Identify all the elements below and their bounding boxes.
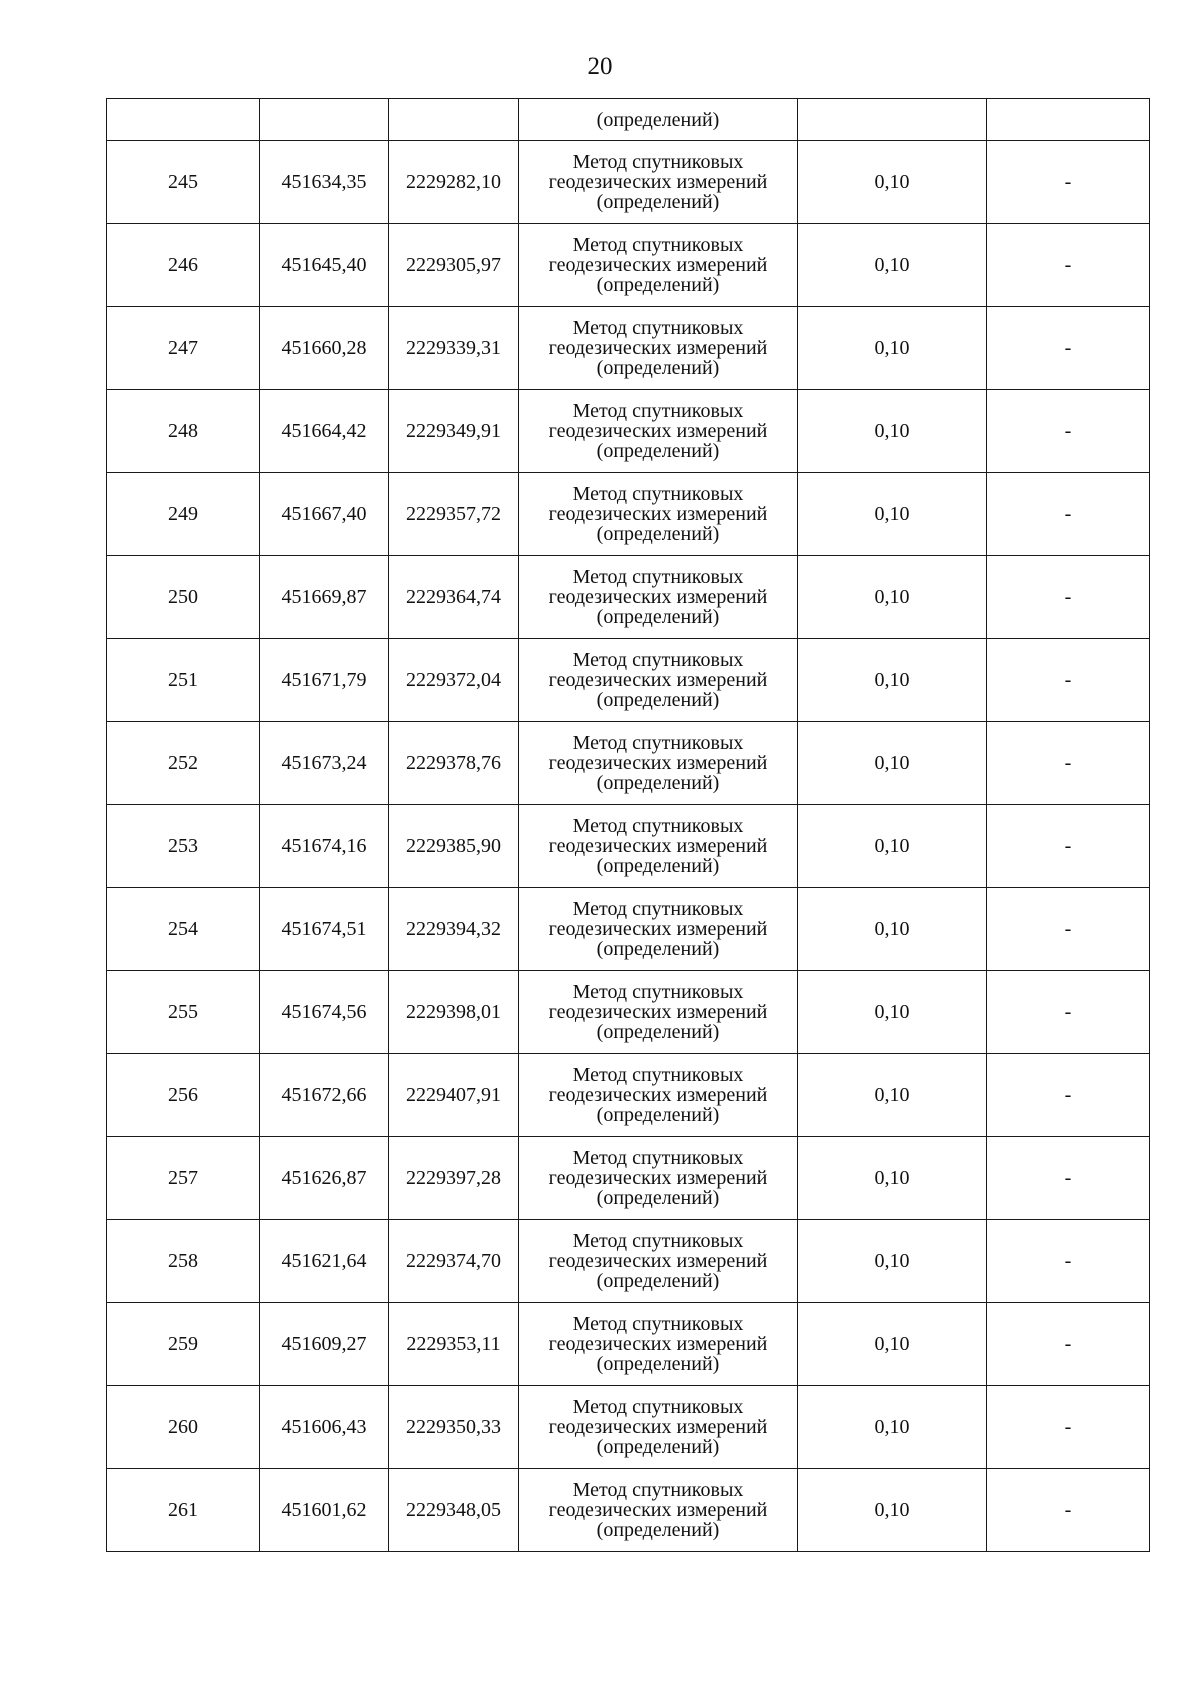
method-cell (519, 556, 798, 639)
method-line-1: Метод спутниковых (572, 400, 744, 422)
x-coordinate-cell: 451626,87 (260, 1137, 389, 1220)
y-coordinate-cell: 2229394,32 (389, 888, 519, 971)
method-line-1: Метод спутниковых (572, 234, 744, 256)
accuracy-cell: 0,10 (798, 722, 987, 805)
point-number-cell: 250 (107, 556, 260, 639)
method-cell (519, 473, 798, 556)
accuracy-cell: 0,10 (798, 1054, 987, 1137)
x-coordinate-cell: 451667,40 (260, 473, 389, 556)
accuracy-cell: 0,10 (798, 141, 987, 224)
y-coordinate-cell: 2229364,74 (389, 556, 519, 639)
description-cell: - (987, 971, 1150, 1054)
method-line-3: (определений) (596, 523, 720, 545)
table-row (107, 805, 1150, 888)
method-line-3: (определений) (596, 1187, 720, 1209)
accuracy-cell: 0,10 (798, 971, 987, 1054)
point-number-cell: 251 (107, 639, 260, 722)
x-coordinate-cell: 451674,56 (260, 971, 389, 1054)
point-number-cell: 245 (107, 141, 260, 224)
method-line-1: Метод спутниковых (572, 1313, 744, 1335)
description-cell: - (987, 722, 1150, 805)
method-line-1: Метод спутниковых (572, 1064, 744, 1086)
method-line-3: (определений) (596, 1104, 720, 1126)
accuracy-cell: 0,10 (798, 1469, 987, 1552)
y-coordinate-cell: 2229350,33 (389, 1386, 519, 1469)
point-number-cell: 252 (107, 722, 260, 805)
point-number-cell: 257 (107, 1137, 260, 1220)
method-line-2: геодезических измерений (548, 752, 768, 774)
description-cell: - (987, 1386, 1150, 1469)
x-coordinate-cell: 451669,87 (260, 556, 389, 639)
method-line-1: Метод спутниковых (572, 151, 744, 173)
method-line-2: геодезических измерений (548, 669, 768, 691)
method-line-3: (определений) (596, 938, 720, 960)
accuracy-cell: 0,10 (798, 224, 987, 307)
method-line-1: Метод спутниковых (572, 898, 744, 920)
point-number-cell: 246 (107, 224, 260, 307)
page-number: 20 (587, 53, 613, 80)
method-line-2: геодезических измерений (548, 1001, 768, 1023)
method-line-1: Метод спутниковых (572, 1147, 744, 1169)
point-number-cell (107, 99, 260, 141)
description-cell: - (987, 805, 1150, 888)
point-number-cell: 254 (107, 888, 260, 971)
table-row (107, 556, 1150, 639)
method-line-2: геодезических измерений (548, 1416, 768, 1438)
accuracy-cell: 0,10 (798, 307, 987, 390)
point-number-cell: 255 (107, 971, 260, 1054)
table-row (107, 971, 1150, 1054)
point-number-cell: 247 (107, 307, 260, 390)
y-coordinate-cell: 2229349,91 (389, 390, 519, 473)
accuracy-cell: 0,10 (798, 888, 987, 971)
point-number-cell: 259 (107, 1303, 260, 1386)
x-coordinate-cell (260, 99, 389, 141)
table-row (107, 1386, 1150, 1469)
table-row (107, 1220, 1150, 1303)
table-row (107, 1137, 1150, 1220)
point-number-cell: 260 (107, 1386, 260, 1469)
method-line-1: Метод спутниковых (572, 732, 744, 754)
description-cell: - (987, 224, 1150, 307)
method-line-3: (определений) (596, 689, 720, 711)
accuracy-cell: 0,10 (798, 1220, 987, 1303)
table-row (107, 639, 1150, 722)
method-line-1: Метод спутниковых (572, 1230, 744, 1252)
method-line-2: геодезических измерений (548, 1499, 768, 1521)
table-row (107, 1054, 1150, 1137)
method-line-2: геодезических измерений (548, 918, 768, 940)
y-coordinate-cell: 2229353,11 (389, 1303, 519, 1386)
description-cell: - (987, 556, 1150, 639)
table-body (107, 99, 1150, 1552)
method-cell (519, 805, 798, 888)
method-line-3: (определений) (596, 357, 720, 379)
x-coordinate-cell: 451634,35 (260, 141, 389, 224)
point-number-cell: 261 (107, 1469, 260, 1552)
method-cell (519, 1220, 798, 1303)
table-row (107, 888, 1150, 971)
x-coordinate-cell: 451606,43 (260, 1386, 389, 1469)
method-line-3: (определений) (596, 440, 720, 462)
table-row (107, 722, 1150, 805)
method-line-1: Метод спутниковых (572, 981, 744, 1003)
method-line-2: геодезических измерений (548, 254, 768, 276)
x-coordinate-cell: 451674,51 (260, 888, 389, 971)
description-cell: - (987, 639, 1150, 722)
method-cell (519, 390, 798, 473)
method-cell (519, 1137, 798, 1220)
table-row (107, 390, 1150, 473)
x-coordinate-cell: 451660,28 (260, 307, 389, 390)
x-coordinate-cell: 451664,42 (260, 390, 389, 473)
method-line-2: геодезических измерений (548, 337, 768, 359)
method-line-1: Метод спутниковых (572, 483, 744, 505)
table-row (107, 224, 1150, 307)
x-coordinate-cell: 451621,64 (260, 1220, 389, 1303)
method-cell (519, 1386, 798, 1469)
x-coordinate-cell: 451673,24 (260, 722, 389, 805)
method-line-2: геодезических измерений (548, 1084, 768, 1106)
method-line-1: Метод спутниковых (572, 649, 744, 671)
x-coordinate-cell: 451674,16 (260, 805, 389, 888)
method-line-3: (определений) (596, 1353, 720, 1375)
y-coordinate-cell: 2229378,76 (389, 722, 519, 805)
description-cell: - (987, 473, 1150, 556)
x-coordinate-cell: 451672,66 (260, 1054, 389, 1137)
method-cell (519, 1054, 798, 1137)
method-cell (519, 141, 798, 224)
method-line-3: (определений) (596, 855, 720, 877)
method-cell (519, 722, 798, 805)
x-coordinate-cell: 451609,27 (260, 1303, 389, 1386)
y-coordinate-cell: 2229357,72 (389, 473, 519, 556)
method-line-2: геодезических измерений (548, 1333, 768, 1355)
description-cell (987, 99, 1150, 141)
description-cell: - (987, 1303, 1150, 1386)
method-line-1: Метод спутниковых (572, 1479, 744, 1501)
method-cell (519, 224, 798, 307)
method-line-1: Метод спутниковых (572, 317, 744, 339)
coordinates-table (106, 98, 1150, 1552)
method-cell (519, 1469, 798, 1552)
accuracy-cell: 0,10 (798, 1303, 987, 1386)
accuracy-cell: 0,10 (798, 473, 987, 556)
point-number-cell: 248 (107, 390, 260, 473)
y-coordinate-cell: 2229372,04 (389, 639, 519, 722)
method-line-2: геодезических измерений (548, 835, 768, 857)
method-line-1: Метод спутниковых (572, 815, 744, 837)
description-cell: - (987, 390, 1150, 473)
x-coordinate-cell: 451645,40 (260, 224, 389, 307)
table-row (107, 307, 1150, 390)
method-line-2: геодезических измерений (548, 171, 768, 193)
description-cell: - (987, 1220, 1150, 1303)
method-line-2: геодезических измерений (548, 503, 768, 525)
method-cell (519, 971, 798, 1054)
description-cell: - (987, 888, 1150, 971)
y-coordinate-cell: 2229398,01 (389, 971, 519, 1054)
accuracy-cell (798, 99, 987, 141)
method-line-1: Метод спутниковых (572, 566, 744, 588)
y-coordinate-cell: 2229397,28 (389, 1137, 519, 1220)
method-cell (519, 888, 798, 971)
accuracy-cell: 0,10 (798, 1386, 987, 1469)
x-coordinate-cell: 451671,79 (260, 639, 389, 722)
table-row (107, 141, 1150, 224)
table-row (107, 473, 1150, 556)
method-line-2: геодезических измерений (548, 1250, 768, 1272)
accuracy-cell: 0,10 (798, 390, 987, 473)
point-number-cell: 249 (107, 473, 260, 556)
table-row (107, 1303, 1150, 1386)
point-number-cell: 253 (107, 805, 260, 888)
description-cell: - (987, 1469, 1150, 1552)
description-cell: - (987, 1137, 1150, 1220)
accuracy-cell: 0,10 (798, 805, 987, 888)
method-line-2: геодезических измерений (548, 420, 768, 442)
method-line-3: (определений) (596, 191, 720, 213)
y-coordinate-cell (389, 99, 519, 141)
x-coordinate-cell: 451601,62 (260, 1469, 389, 1552)
point-number-cell: 258 (107, 1220, 260, 1303)
description-cell: - (987, 1054, 1150, 1137)
accuracy-cell: 0,10 (798, 639, 987, 722)
method-line-2: геодезических измерений (548, 1167, 768, 1189)
y-coordinate-cell: 2229385,90 (389, 805, 519, 888)
table-row (107, 1469, 1150, 1552)
method-line-3: (определений) (596, 1021, 720, 1043)
y-coordinate-cell: 2229407,91 (389, 1054, 519, 1137)
method-line-3: (определений) (596, 1436, 720, 1458)
method-line-1: Метод спутниковых (572, 1396, 744, 1418)
accuracy-cell: 0,10 (798, 556, 987, 639)
y-coordinate-cell: 2229282,10 (389, 141, 519, 224)
method-line-2: геодезических измерений (548, 586, 768, 608)
method-cell: (определений) (519, 99, 798, 141)
accuracy-cell: 0,10 (798, 1137, 987, 1220)
method-line-3: (определений) (596, 274, 720, 296)
y-coordinate-cell: 2229305,97 (389, 224, 519, 307)
method-line-3: (определений) (596, 1270, 720, 1292)
y-coordinate-cell: 2229339,31 (389, 307, 519, 390)
description-cell: - (987, 141, 1150, 224)
y-coordinate-cell: 2229374,70 (389, 1220, 519, 1303)
point-number-cell: 256 (107, 1054, 260, 1137)
method-line-3: (определений) (596, 1519, 720, 1541)
continuation-row (107, 99, 1150, 141)
y-coordinate-cell: 2229348,05 (389, 1469, 519, 1552)
method-cell (519, 307, 798, 390)
method-cell (519, 1303, 798, 1386)
method-line-3: (определений) (596, 606, 720, 628)
description-cell: - (987, 307, 1150, 390)
method-cell (519, 639, 798, 722)
method-line-3: (определений) (596, 772, 720, 794)
